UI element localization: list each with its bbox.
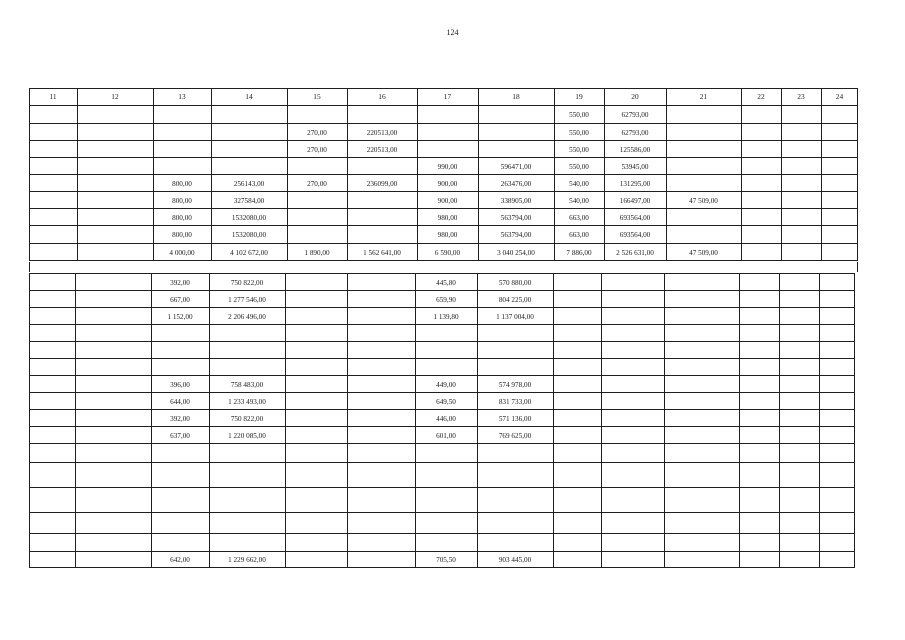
table-cell: 270,00 [307,179,327,188]
table-cell: 750 822,00 [230,278,264,287]
table-cell: 649,50 [436,397,456,406]
table-cell: 392,00 [170,414,190,423]
table-cell: 769 625,00 [498,431,532,440]
column-line [779,273,780,568]
table-cell: 693564,00 [619,213,651,222]
table-cell: 1 562 641,00 [363,249,401,257]
table-top-section [29,88,858,261]
table-cell: 1 139,80 [433,312,459,321]
table-cell: 270,00 [307,128,327,137]
table-cell: 1 152,00 [167,312,193,321]
table-cell: 1532080,00 [231,213,267,222]
table-cell: 663,00 [569,231,589,239]
table-cell: 705,50 [436,556,456,564]
table-cell: 47 509,00 [689,249,718,257]
column-line [287,88,288,261]
column-line [347,273,348,568]
table-cell: 4 000,00 [169,249,195,257]
table-cell: 570 880,00 [498,278,532,287]
table-cell: 693564,00 [619,231,651,239]
table-cell: 563794,00 [500,231,532,239]
column-line [741,88,742,261]
table-cell: 2 206 496,00 [228,312,266,321]
table-cell: 540,00 [569,196,589,205]
table-cell: 1 229 662,00 [228,556,266,564]
table-cell: 550,00 [569,162,589,171]
column-line [477,273,478,568]
table-cell: 449,00 [436,380,456,389]
table-cell: 903 445,00 [498,556,532,564]
row-line [29,443,855,444]
table-cell: 47 509,00 [689,196,718,205]
column-line [29,273,30,568]
column-header: 22 [757,92,765,101]
table-cell: 7 886,00 [566,249,592,257]
table-cell: 758 483,00 [230,380,264,389]
table-cell: 800,00 [172,179,192,188]
column-header: 12 [111,92,119,101]
row-line [29,567,855,568]
table-cell: 1532080,00 [231,231,267,239]
column-line [854,273,855,568]
table-cell: 4 102 672,00 [230,249,268,257]
table-cell: 800,00 [172,231,192,239]
table-cell: 800,00 [172,213,192,222]
column-line [478,88,479,261]
table-cell: 2 526 631,00 [616,249,654,257]
table-cell: 644,00 [170,397,190,406]
table-cell: 1 277 546,00 [228,295,266,304]
row-line [29,375,855,376]
column-line [601,273,602,568]
table-cell: 445,80 [436,278,456,287]
table-cell: 980,00 [437,231,458,239]
column-line [857,88,858,261]
table-cell: 574 978,00 [498,380,532,389]
row-line [29,273,855,274]
column-line [781,88,782,261]
row-line [29,512,855,513]
column-line [554,88,555,261]
table-cell: 1 220 085,00 [228,431,266,440]
table-cell: 1 137 004,00 [496,312,534,321]
table-cell: 125586,00 [619,145,651,154]
column-line [553,273,554,568]
table-cell: 663,00 [569,213,589,222]
column-line [77,88,78,261]
column-line [211,88,212,261]
row-line [29,462,855,463]
table-cell: 62793,00 [621,111,649,119]
column-header: 16 [378,92,386,101]
table-cell: 596471,00 [500,162,532,171]
column-header: 11 [49,92,57,101]
table-cell: 990,00 [437,162,458,171]
table-cell: 327584,00 [233,196,265,205]
column-line [604,88,605,261]
table-cell: 1 890,00 [304,249,330,257]
column-line [347,88,348,261]
column-header: 13 [178,92,186,101]
section-separator-row [29,262,858,272]
row-line [29,392,855,393]
table-cell: 550,00 [569,111,589,119]
column-line [415,273,416,568]
row-line [29,409,855,410]
table-cell: 800,00 [172,196,192,205]
row-line [29,324,855,325]
column-line [417,88,418,261]
table-cell: 804 225,00 [498,295,532,304]
column-line [819,273,820,568]
table-cell: 550,00 [569,128,589,137]
column-header: 18 [512,92,520,101]
table-cell: 263476,00 [500,179,532,188]
column-line [285,273,286,568]
column-line [664,273,665,568]
table-cell: 900,00 [437,179,458,188]
table-cell: 392,00 [170,278,190,287]
column-line [153,88,154,261]
table-cell: 396,00 [170,380,190,389]
column-header: 24 [835,92,844,101]
row-line [29,426,855,427]
row-line [29,358,855,359]
row-line [29,487,855,488]
table-cell: 642,00 [170,556,190,564]
row-line [29,533,855,534]
column-header: 21 [699,92,708,101]
column-line [75,273,76,568]
table-cell: 256143,00 [233,179,265,188]
table-cell: 540,00 [569,179,589,188]
table-cell: 131295,00 [619,179,651,188]
column-line [821,88,822,261]
table-cell: 3 040 254,00 [497,249,535,257]
row-line [29,307,855,308]
row-line [29,290,855,291]
table-cell: 550,00 [569,145,589,154]
column-header: 19 [575,92,583,101]
table-cell: 62793,00 [621,128,649,137]
table-cell: 601,00 [436,431,456,440]
column-line [209,273,210,568]
table-cell: 270,00 [307,145,327,154]
table-cell: 571 136,00 [498,414,532,423]
row-line [29,551,855,552]
table-cell: 53945,00 [621,162,649,171]
table-cell: 900,00 [437,196,458,205]
table-cell: 6 590,00 [434,249,461,257]
column-line [739,273,740,568]
table-cell: 667,00 [170,295,190,304]
column-line [666,88,667,261]
page-number: 124 [446,28,459,37]
table-bottom-section [29,273,855,568]
column-header: 20 [631,92,639,101]
table-cell: 659,90 [436,295,456,304]
table-cell: 446,00 [436,414,456,423]
table-cell: 220513,00 [366,145,398,154]
table-cell: 750 822,00 [230,414,264,423]
column-header: 14 [245,92,253,101]
column-header: 17 [443,92,452,101]
column-header: 15 [313,92,321,101]
column-header: 23 [797,92,805,101]
table-cell: 980,00 [437,213,458,222]
table-cell: 338905,00 [500,196,532,205]
table-cell: 637,00 [170,431,190,440]
row-line [29,341,855,342]
table-cell: 831 733,00 [498,397,532,406]
table-cell: 220513,00 [366,128,398,137]
column-line [29,88,30,261]
table-cell: 1 233 493,00 [228,397,266,406]
column-line [151,273,152,568]
table-cell: 236099,00 [366,179,398,188]
table-cell: 166497,00 [619,196,651,205]
table-cell: 563794,00 [500,213,532,222]
